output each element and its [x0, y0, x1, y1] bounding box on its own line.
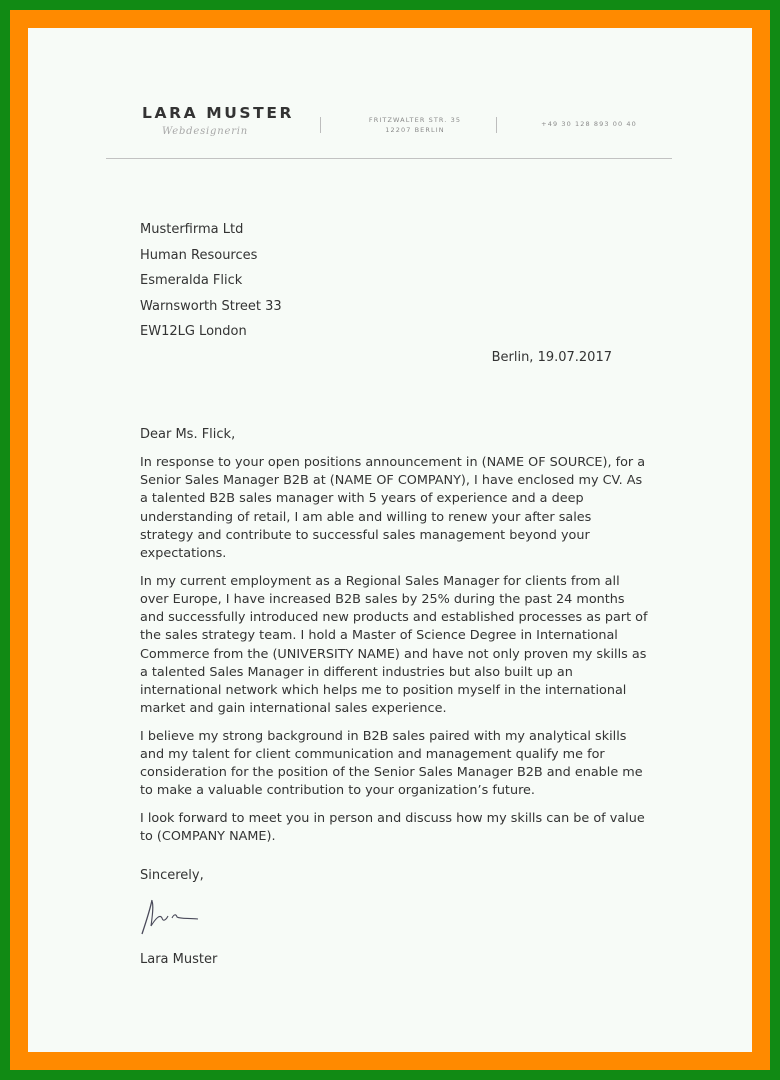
recipient-line: Warnsworth Street 33 [140, 298, 282, 314]
sender-title: Webdesignerin [162, 126, 249, 137]
header-rule [106, 158, 672, 159]
closing: Sincerely, [140, 868, 204, 883]
signer-name: Lara Muster [140, 952, 218, 967]
header-divider [320, 117, 321, 133]
recipient-address [140, 221, 282, 349]
recipient-line: Esmeralda Flick [140, 273, 243, 288]
body-paragraph: I believe my strong background in B2B sales paired with my analytical skills and my talent for client communication and management qualify me for consideration for the position of the Senior Sales Manager B2B and enable me to make a valuable contribution to your organization’s future. [140, 728, 643, 799]
recipient-line: Musterfirma Ltd [140, 222, 244, 237]
address-line-1: FRITZWALTER STR. 35 [368, 116, 462, 124]
body-paragraph: I look forward to meet you in person and discuss how my skills can be of value to (COMPANY NAME). [140, 811, 645, 845]
sender-name: LARA MUSTER [142, 104, 295, 122]
sender-address [334, 115, 496, 135]
recipient-line: EW12LG London [140, 324, 247, 339]
body-paragraph: In my current employment as a Regional Sales Manager for clients from all over Europe, I have increased B2B sales by 25% during the past 24 months and successfully introduced new products and established processes as part of the sales strategy team. I hold a Master of Science Degree in International Commerce from the (UNIVERSITY NAME) and have not only proven my skills as a talented Sales Manager in different industries but also built up an international network which helps me to position myself in the international market and gain international sales experience. [140, 573, 648, 717]
body-paragraph: In response to your open positions announcement in (NAME OF SOURCE), for a Senior Sales Manager B2B at (NAME OF COMPANY), I have enclosed my CV. As a talented B2B sales manager with 5 years of experience and a deep understanding of retail, I am able and willing to renew your after sales strategy and contribute to successful sales management beyond your expectations. [140, 455, 646, 562]
salutation: Dear Ms. Flick, [140, 427, 236, 442]
handwritten-signature [138, 896, 208, 940]
header-divider [496, 117, 497, 133]
address-line-2: 12207 BERLIN [385, 126, 445, 134]
letter-page [28, 28, 752, 1052]
sender-phone: +49 30 128 893 00 40 [541, 120, 637, 128]
recipient-line: Human Resources [140, 247, 258, 263]
letter-date: Berlin, 19.07.2017 [491, 350, 612, 365]
letter-body [140, 454, 648, 856]
